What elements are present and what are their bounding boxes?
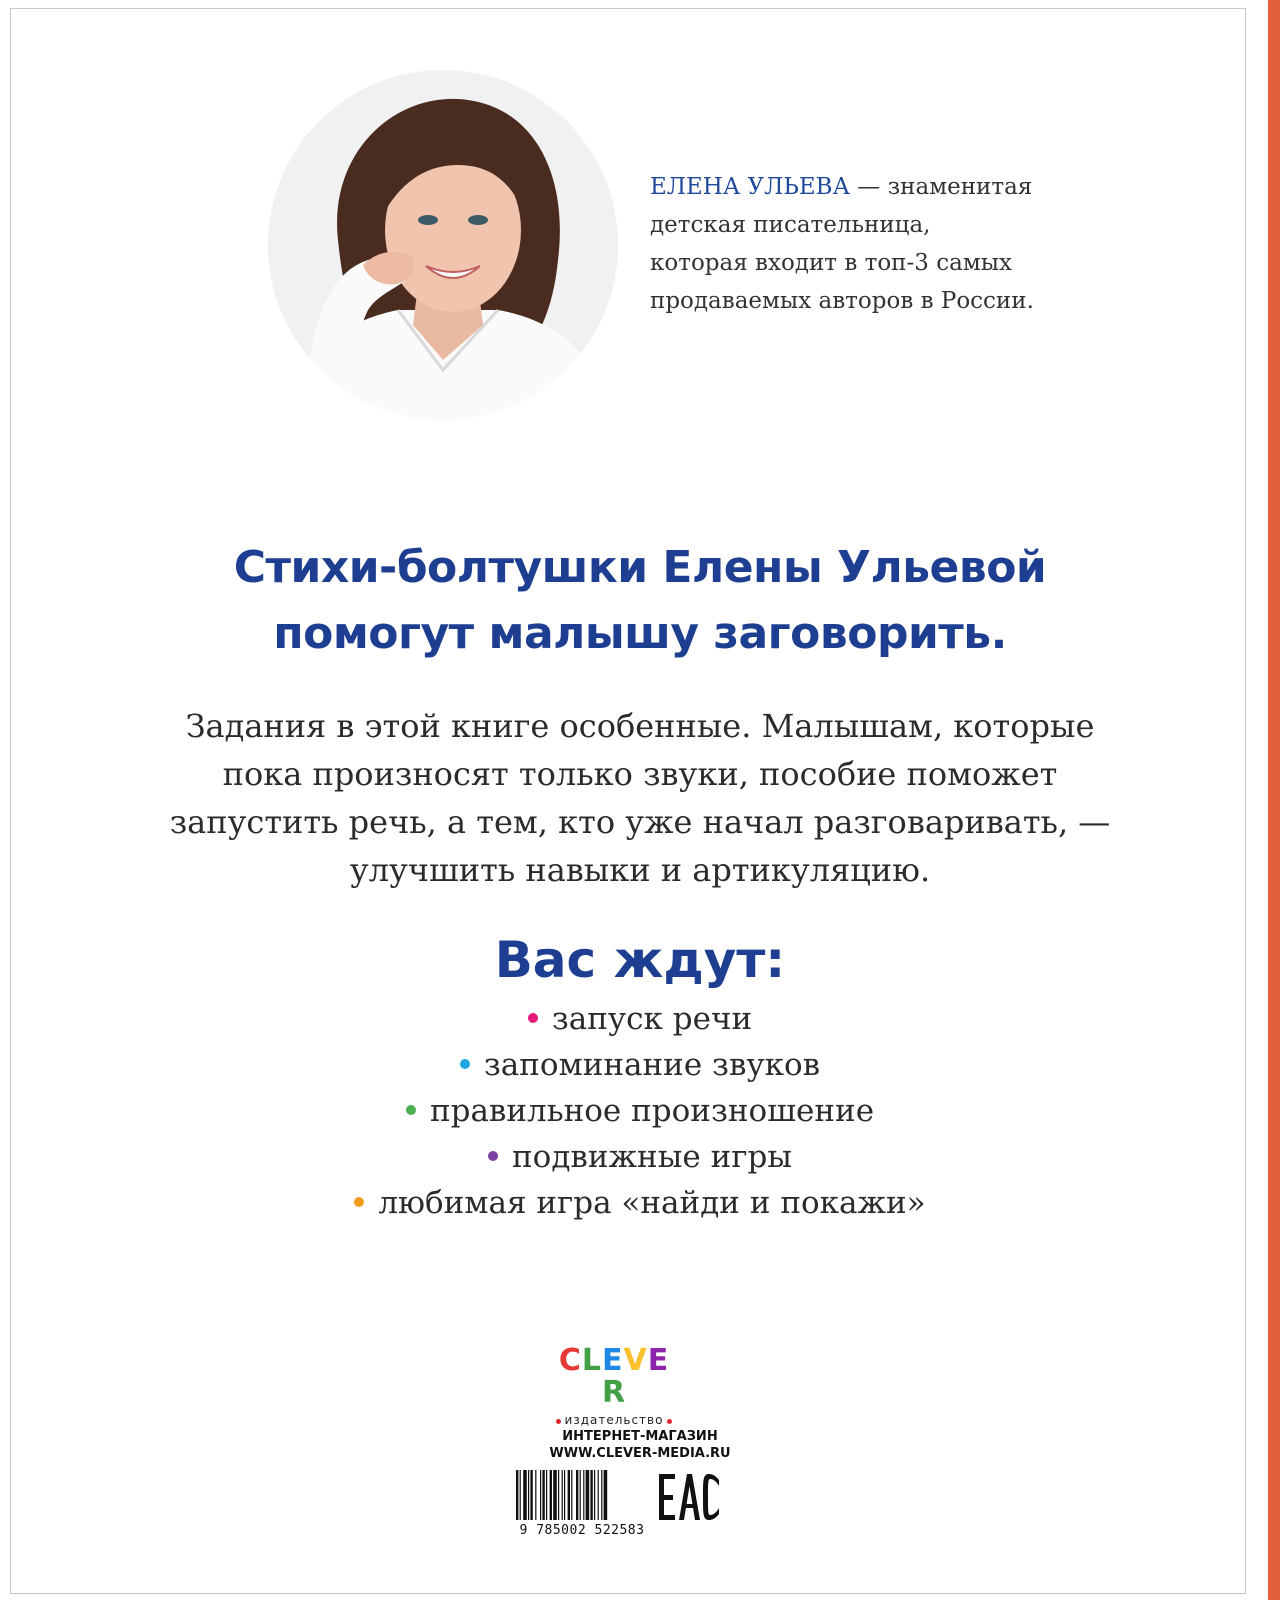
barcode-bar: [586, 1470, 590, 1520]
bio-line-3: которая входит в топ-3 самых: [650, 250, 1012, 276]
online-shop-info: [0, 1428, 1280, 1462]
author-portrait: [268, 70, 618, 420]
spine-strip: [1268, 0, 1280, 1600]
barcode-bar: [546, 1470, 547, 1520]
barcode-bar: [553, 1470, 557, 1520]
feature-text: правильное произношение: [429, 1093, 875, 1129]
feature-text: любимая игра «найди и покажи»: [378, 1185, 926, 1221]
bio-line-1: [650, 168, 1070, 206]
shop-label: ИНТЕРНЕТ-МАГАЗИН: [562, 1429, 718, 1444]
logo-subtitle: издательство: [564, 1413, 664, 1427]
feature-item: [0, 1042, 1280, 1088]
logo-letter: R: [601, 1375, 627, 1410]
intro-paragraph: [150, 702, 1130, 894]
barcode-bar: [523, 1470, 527, 1520]
intro-line-4: улучшить навыки и артикуляцию.: [349, 851, 931, 889]
intro-line-2: пока произносят только звуки, пособие поможет: [222, 755, 1058, 793]
logo-letter: E: [601, 1343, 624, 1378]
bullet-dot-icon: [488, 1151, 498, 1161]
barcode-bar: [598, 1470, 599, 1520]
barcode-bar: [535, 1470, 536, 1520]
barcode-bar: [542, 1470, 544, 1520]
barcode-bar: [576, 1470, 578, 1520]
barcode-bar: [568, 1470, 570, 1520]
logo-letter: E: [647, 1343, 670, 1378]
shop-url[interactable]: WWW.CLEVER-MEDIA.RU: [549, 1446, 731, 1461]
author-name: ЕЛЕНА УЛЬЕВА: [650, 174, 850, 200]
barcode-bar: [530, 1470, 532, 1520]
isbn-number: 9 785002 522583: [519, 1523, 645, 1538]
barcode-bar: [520, 1470, 521, 1520]
features-title: Вас ждут:: [494, 931, 786, 989]
logo-letter: C: [558, 1343, 582, 1378]
headline: [0, 535, 1280, 667]
feature-text: запоминание звуков: [483, 1047, 821, 1083]
bullet-dot-icon: [354, 1197, 364, 1207]
intro-line-3: запустить речь, а тем, кто уже начал разговаривать, —: [169, 803, 1111, 841]
feature-item: [0, 996, 1280, 1042]
features-list: [0, 996, 1280, 1226]
barcode-bar: [601, 1470, 602, 1520]
bullet-dot-icon: [528, 1013, 538, 1023]
bullet-dot-icon: [460, 1059, 470, 1069]
barcode-bar: [562, 1470, 563, 1520]
barcode-bar: [540, 1470, 541, 1520]
bullet-dot-icon: [406, 1105, 416, 1115]
logo-wordmark: [548, 1345, 680, 1409]
barcode-bar: [528, 1470, 529, 1520]
bio-line-2: детская писательница,: [650, 212, 931, 238]
feature-text: подвижные игры: [512, 1139, 792, 1175]
feature-item: [0, 1134, 1280, 1180]
barcode-bar: [583, 1470, 584, 1520]
barcode-bar: [590, 1470, 592, 1520]
feature-item: [0, 1088, 1280, 1134]
barcode-bar: [594, 1470, 595, 1520]
barcode-bar: [550, 1470, 552, 1520]
barcode-bar: [558, 1470, 559, 1520]
intro-line-1: Задания в этой книге особенные. Малышам, которые: [185, 707, 1095, 745]
author-bio: [650, 168, 1070, 320]
headline-line-1: Стихи-болтушки Елены Ульевой: [233, 542, 1047, 593]
bio-line-4: продаваемых авторов в России.: [650, 288, 1034, 314]
barcode-bar: [571, 1470, 572, 1520]
barcode-bar: [564, 1470, 565, 1520]
logo-letter: V: [623, 1343, 648, 1378]
headline-line-2: помогут малышу заговорить.: [273, 608, 1007, 659]
author-portrait-illustration: [268, 70, 618, 420]
barcode-bar: [516, 1470, 518, 1520]
logo-letter: L: [581, 1343, 602, 1378]
feature-text: запуск речи: [551, 1001, 753, 1037]
bio-line-1-rest: — знаменитая: [849, 174, 1033, 200]
barcode-bar: [580, 1470, 581, 1520]
eac-certification-icon: [657, 1470, 723, 1524]
feature-item: [0, 1180, 1280, 1226]
publisher-logo: [548, 1345, 680, 1428]
barcode-bar: [604, 1470, 608, 1520]
